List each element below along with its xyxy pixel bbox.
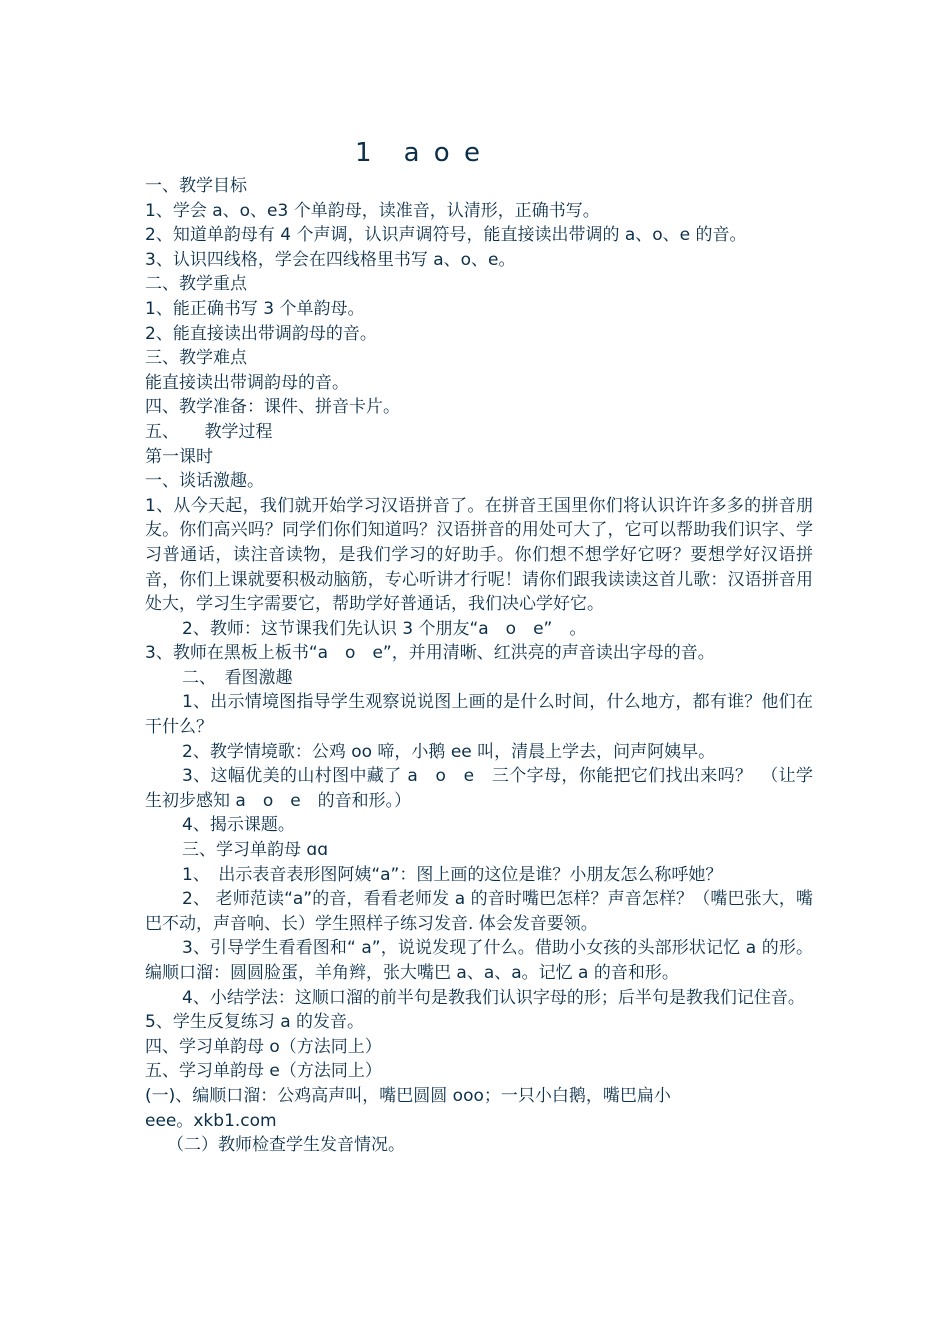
picture-item-1: 1、出示情境图指导学生观察说说图上画的是什么时间，什么地方，都有谁？他们在干什么？: [145, 692, 813, 738]
e-item-check: （二）教师检查学生发音情况。: [167, 1135, 405, 1156]
picture-item-3: 3、这幅优美的山村图中藏了 a o e 三个字母，你能把它们找出来吗？ （让学生初步感知 a o e 的音和形。）: [145, 766, 813, 811]
section-heading-e: 五、学习单韵母 e（方法同上）: [145, 1061, 382, 1082]
section-heading-difficulties: 三、教学难点: [145, 348, 247, 369]
a-item-5: 5、学生反复练习 a 的发音。: [145, 1012, 365, 1033]
difficulty-text: 能直接读出带调韵母的音。: [145, 372, 349, 393]
teacher-line: 2、教师：这节课我们先认识 3 个朋友“a o e” 。: [182, 618, 587, 639]
document-body: [145, 174, 813, 1158]
picture-item-2: 2、教学情境歌：公鸡 oo 啼，小鹅 ee 叫，清晨上学去，问声阿姨早。: [182, 741, 716, 762]
objective-item-3: 3、认识四线格，学会在四线格里书写 a、o、e。: [145, 249, 516, 270]
a-item-2: 2、 老师范读“a”的音，看看老师发 a 的音时嘴巴怎样？声音怎样？（嘴巴张大，嘴巴不动，声音响、长）学生照样子练习发音. 体会发音要领。: [145, 889, 813, 934]
subsection-heading-a: 三、学习单韵母 ɑɑ: [182, 840, 328, 861]
objective-item-2: 2、知道单韵母有 4 个声调，认识声调符号，能直接读出带调的 a、o、e 的音。: [145, 225, 747, 246]
objective-item-1: 1、学会 a、o、e3 个单韵母，读准音，认清形，正确书写。: [145, 200, 600, 221]
e-item-rhyme-continued: eee。xkb1.com: [145, 1110, 277, 1131]
section-heading-objectives: 一、教学目标: [145, 176, 247, 196]
subsection-heading-picture: 二、 看图激趣: [182, 667, 293, 688]
blackboard-line: 3、教师在黑板上板书“a o e”，并用清晰、红洪亮的声音读出字母的音。: [145, 643, 715, 664]
lesson-period-heading: 第一课时: [145, 446, 213, 467]
section-heading-process: 五、 教学过程: [145, 421, 273, 442]
intro-paragraph: 1、从今天起，我们就开始学习汉语拼音了。在拼音王国里你们将认识许许多多的拼音朋友。你们高兴吗？同学们你们知道吗？汉语拼音的用处可大了，它可以帮助我们识字、学习普通话，读注音读物，是我们学习的好助手。你们想不想学好它呀？要想学好汉语拼音，你们上课就要积极动脑筋，专心听讲才行呢！请你们跟我读读这首儿歌：汉语拼音用处大，学习生字需要它，帮助学好普通话，我们决心学好它。: [145, 495, 813, 615]
page-title: 1 a o e: [355, 138, 483, 168]
section-heading-key-points: 二、教学重点: [145, 274, 247, 295]
key-point-item-1: 1、能正确书写 3 个单韵母。: [145, 298, 365, 319]
a-item-4: 4、小结学法：这顺口溜的前半句是教我们认识字母的形；后半句是教我们记住音。: [182, 987, 805, 1008]
section-heading-o: 四、学习单韵母 o（方法同上）: [145, 1036, 382, 1057]
picture-item-4: 4、揭示课题。: [182, 815, 295, 836]
section-heading-preparation: 四、教学准备：课件、拼音卡片。: [145, 397, 400, 418]
a-item-1: 1、 出示表音表形图阿姨“a”：图上画的这位是谁？小朋友怎么称呼她？: [182, 864, 723, 885]
a-item-3: 3、引导学生看看图和“ a”，说说发现了什么。借助小女孩的头部形状记忆 a 的形。编顺口溜：圆圆脸蛋，羊角辫，张大嘴巴 a、a、a。记忆 a 的音和形。: [145, 938, 813, 983]
subsection-heading-intro: 一、谈话激趣。: [145, 471, 264, 492]
e-item-rhyme: (一)、编顺口溜：公鸡高声叫，嘴巴圆圆 ooo；一只小白鹅，嘴巴扁小: [145, 1085, 671, 1106]
key-point-item-2: 2、能直接读出带调韵母的音。: [145, 323, 377, 344]
